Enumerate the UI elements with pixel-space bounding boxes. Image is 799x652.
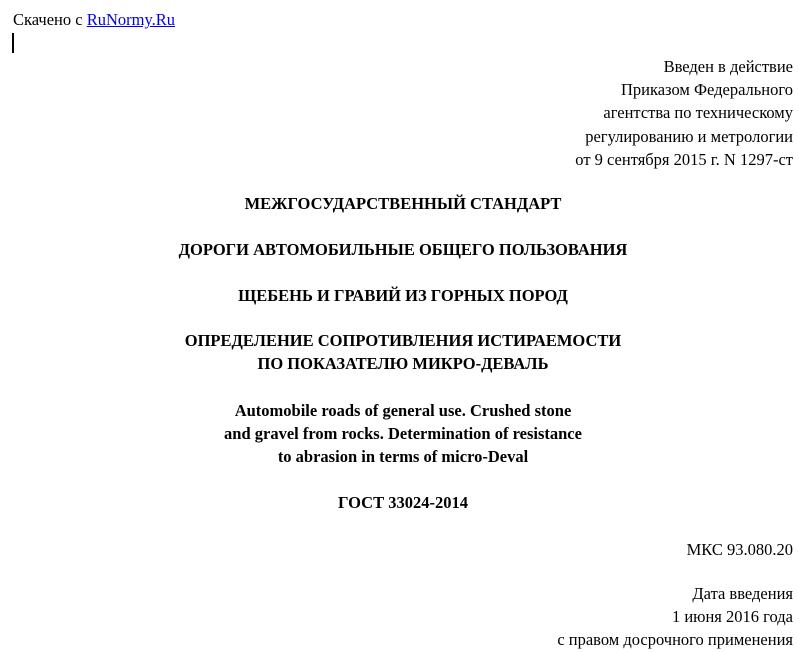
source-link[interactable]: RuNormy.Ru: [86, 10, 176, 29]
mks-code: МКС 93.080.20: [686, 540, 793, 559]
english-title-line: and gravel from rocks. Determination of resistance: [224, 424, 582, 443]
adoption-line: от 9 сентября 2015 г. N 1297-ст: [575, 149, 793, 169]
standard-number: ГОСТ 33024-2014: [338, 493, 468, 512]
effective-date: [557, 582, 793, 652]
english-title-line: to abrasion in terms of micro-Deval: [277, 447, 529, 466]
title-heading-1: ДОРОГИ АВТОМОБИЛЬНЫЕ ОБЩЕГО ПОЛЬЗОВАНИЯ: [178, 240, 628, 259]
english-title: [0, 399, 799, 468]
source-prefix: Скачено с: [13, 10, 83, 29]
adoption-line: Приказом Федерального: [620, 80, 793, 100]
effective-date-line: Дата введения: [692, 584, 793, 603]
english-title-line: Automobile roads of general use. Crushed stone: [234, 401, 572, 420]
effective-date-line: 1 июня 2016 года: [671, 607, 793, 627]
standard-type-heading: МЕЖГОСУДАРСТВЕННЫЙ СТАНДАРТ: [244, 194, 562, 213]
title-heading-2: ЩЕБЕНЬ И ГРАВИЙ ИЗ ГОРНЫХ ПОРОД: [238, 286, 568, 305]
text-cursor: [12, 33, 14, 53]
adoption-line: агентства по техническому: [603, 103, 793, 123]
adoption-line: Введен в действие: [663, 57, 793, 76]
title-heading-3: [0, 329, 799, 375]
title-heading-3-line: ОПРЕДЕЛЕНИЕ СОПРОТИВЛЕНИЯ ИСТИРАЕМОСТИ: [184, 331, 622, 350]
title-heading-3-line: ПО ПОКАЗАТЕЛЮ МИКРО-ДЕВАЛЬ: [257, 354, 549, 373]
source-line: [13, 9, 175, 31]
adoption-line: регулированию и метрологии: [585, 126, 793, 146]
effective-date-line: с правом досрочного применения: [557, 630, 793, 650]
adoption-note: [575, 55, 793, 171]
